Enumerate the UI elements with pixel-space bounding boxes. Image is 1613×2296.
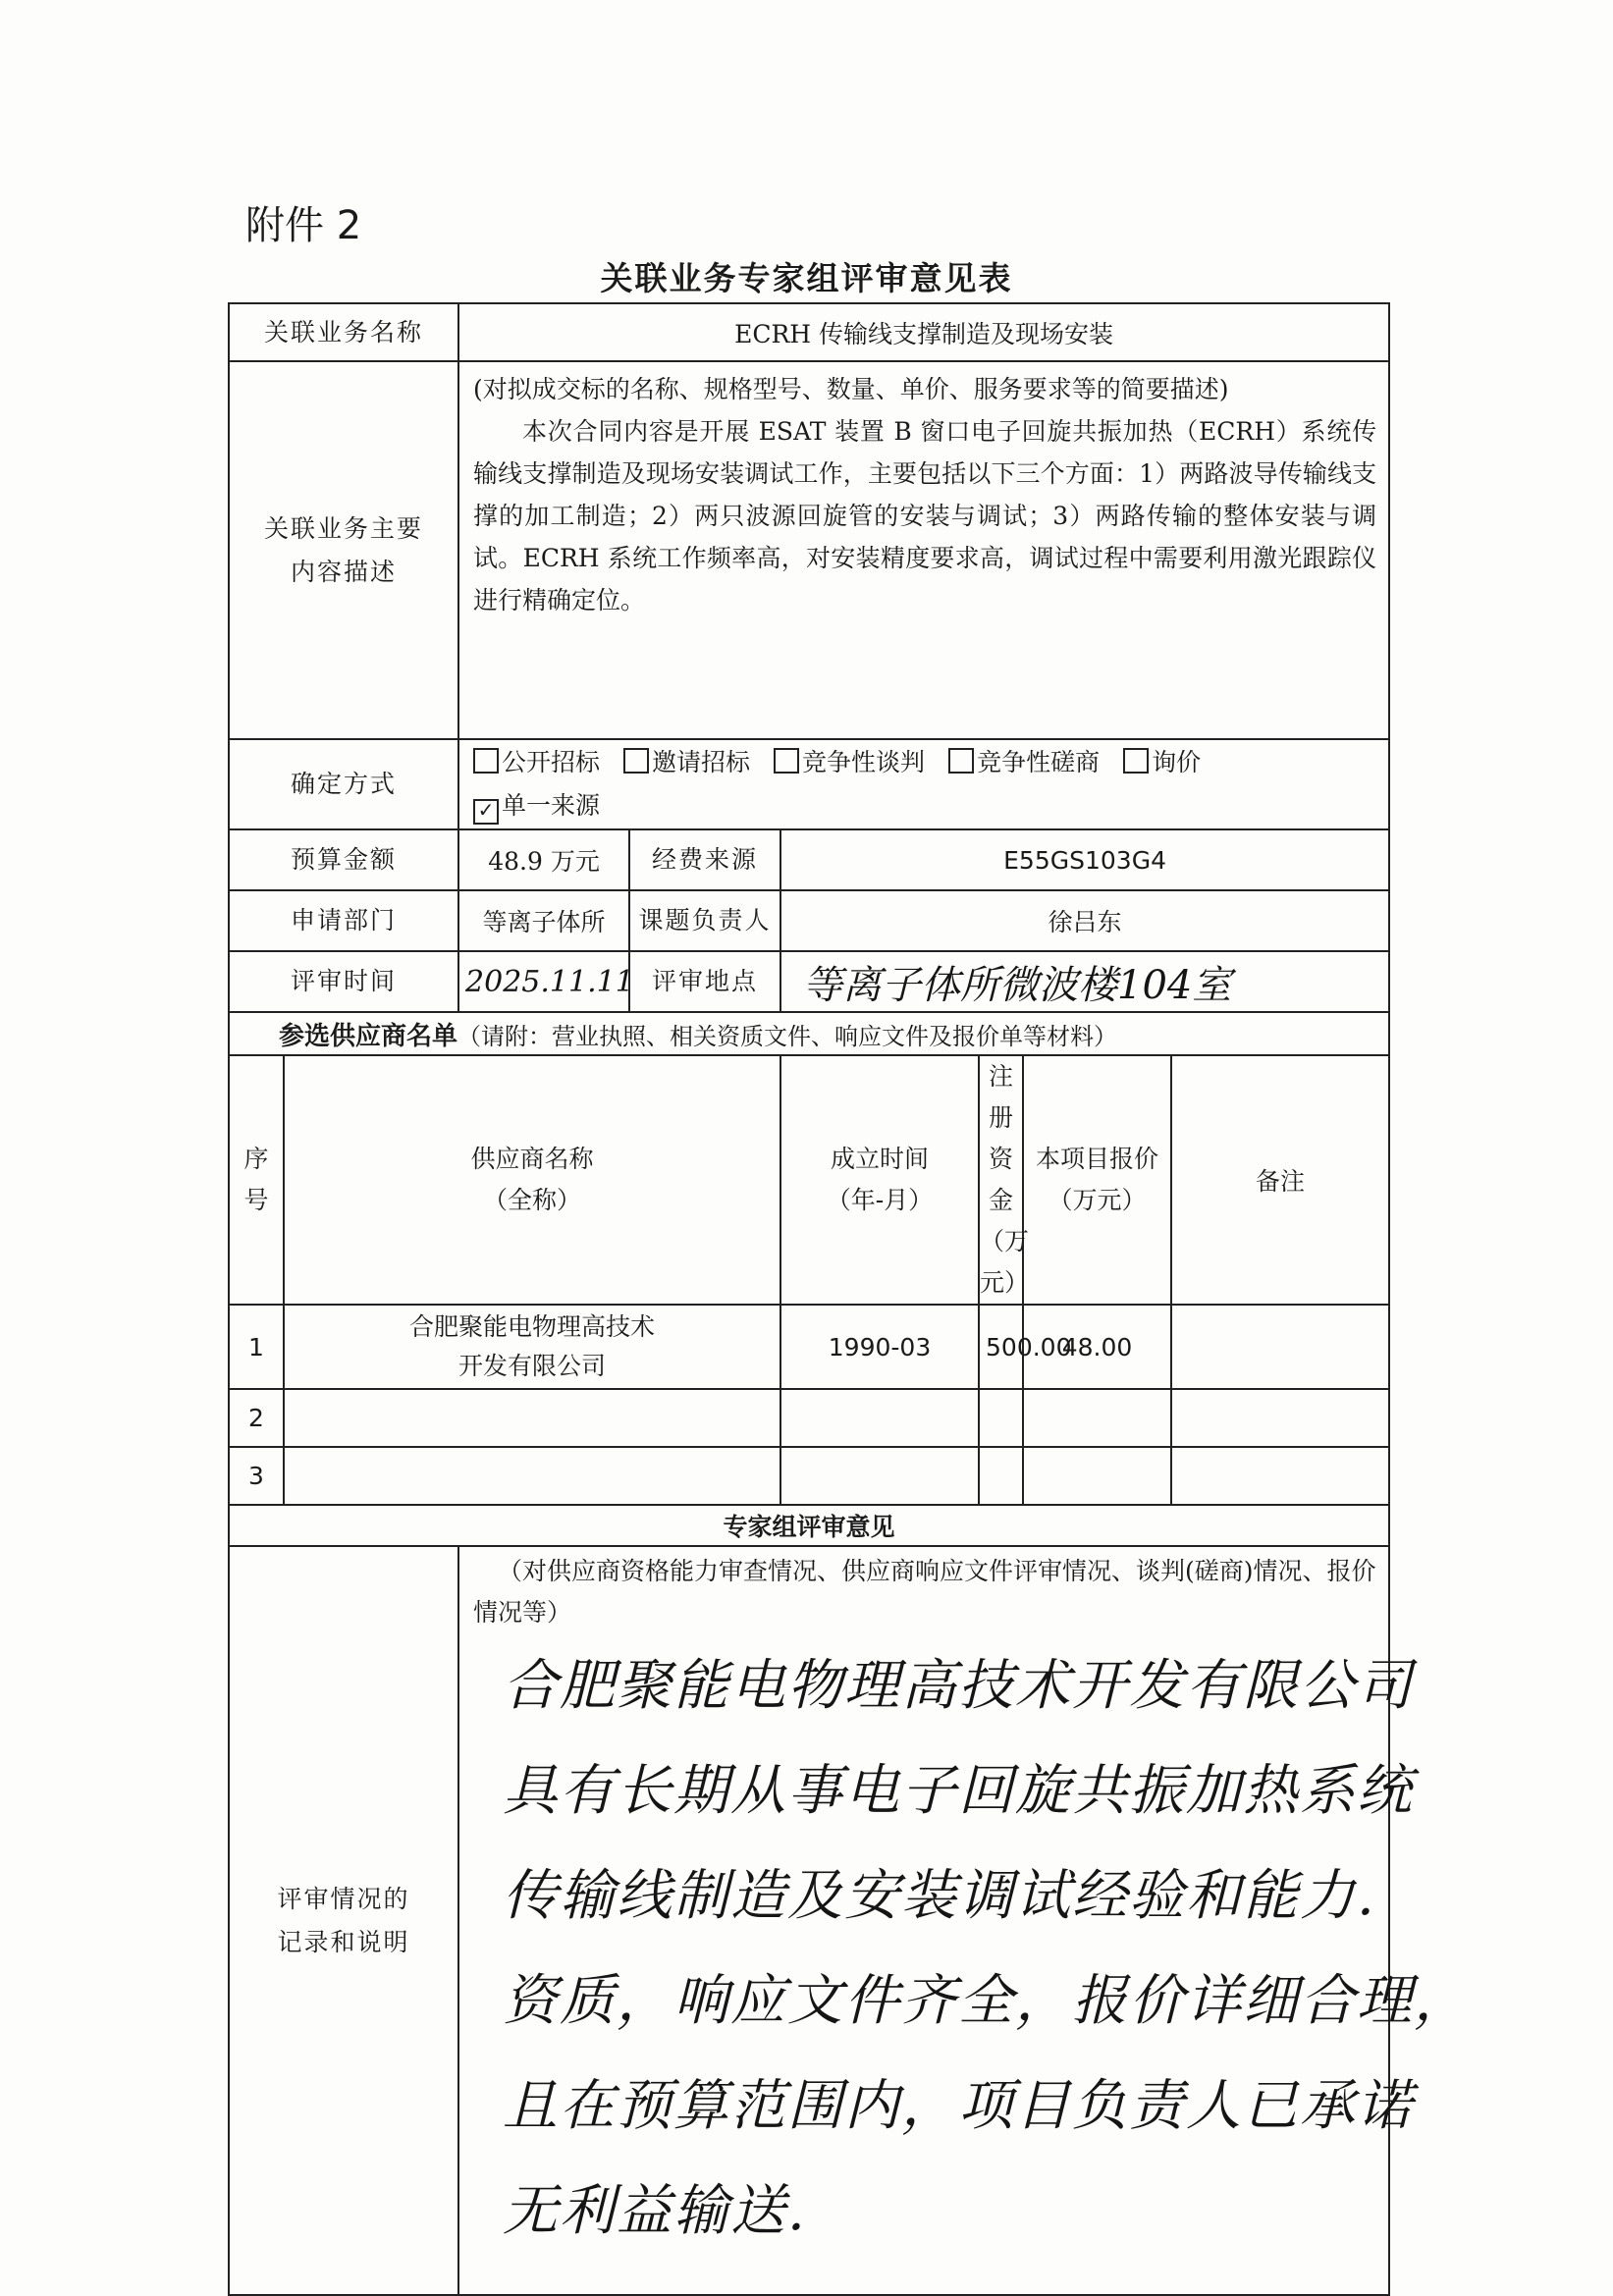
option-label: 单一来源 xyxy=(502,791,601,820)
row-quote xyxy=(1023,1389,1171,1447)
header-capital-line2: （万元） xyxy=(980,1227,1030,1297)
review-place-label: 评审地点 xyxy=(629,951,780,1012)
row-business-name xyxy=(229,303,1389,361)
row-dept xyxy=(229,890,1389,951)
row-seq: 2 xyxy=(229,1389,284,1447)
business-name-value: ECRH 传输线支撑制造及现场安装 xyxy=(458,303,1389,361)
option-public-tender[interactable] xyxy=(473,741,600,784)
row-supplier-name xyxy=(284,1447,780,1505)
header-quote-line1: 本项目报价 xyxy=(1036,1145,1159,1173)
row-supplier-name xyxy=(284,1305,780,1389)
table-row xyxy=(229,1389,1389,1447)
row-main-content xyxy=(229,361,1389,739)
budget-label: 预算金额 xyxy=(229,829,458,890)
header-seq-line1: 序 xyxy=(243,1145,269,1173)
supplier-name-line1: 合肥聚能电物理高技术 xyxy=(409,1312,656,1341)
supplier-header-row xyxy=(229,1055,1389,1305)
method-label: 确定方式 xyxy=(229,739,458,829)
check-mark-icon: ✓ xyxy=(477,798,495,822)
handwritten-line: 且在预算范围内，项目负责人已承诺 xyxy=(503,2074,1415,2138)
row-review xyxy=(229,951,1389,1012)
handwritten-line: 具有长期从事电子回旋共振加热系统 xyxy=(503,1759,1415,1823)
main-content-label-line1: 关联业务主要 xyxy=(264,513,424,543)
header-capital xyxy=(979,1055,1030,1305)
row-seq: 1 xyxy=(229,1305,284,1389)
form-title: 关联业务专家组评审意见表 xyxy=(600,259,1013,297)
main-content-cell xyxy=(458,361,1389,739)
header-date-line1: 成立时间 xyxy=(831,1145,930,1173)
row-capital: 500.00 xyxy=(979,1305,1023,1389)
header-date-line2: （年-月） xyxy=(826,1186,934,1214)
handwritten-line: 资质，响应文件齐全，报价详细合理， xyxy=(503,1969,1472,2033)
review-time-value: 2025.11.11 xyxy=(458,951,629,1012)
option-label: 公开招标 xyxy=(502,748,601,776)
checkbox-competitive-consultation[interactable] xyxy=(948,748,974,774)
row-capital xyxy=(979,1447,1023,1505)
option-invited-tender[interactable] xyxy=(623,741,750,784)
checkbox-inquiry[interactable] xyxy=(1123,748,1149,774)
row-method xyxy=(229,739,1389,829)
row-capital xyxy=(979,1389,1023,1447)
header-seq-line2: 号 xyxy=(243,1186,269,1214)
supplier-section-title: 参选供应商名单 xyxy=(279,1021,458,1051)
row-opinion-title xyxy=(229,1505,1389,1546)
business-name-label: 关联业务名称 xyxy=(229,303,458,361)
main-content-hint: (对拟成交标的名称、规格型号、数量、单价、服务要求等的简要描述) xyxy=(473,375,1229,403)
header-name xyxy=(284,1055,780,1305)
handwritten-line: 合肥聚能电物理高技术开发有限公司 xyxy=(503,1654,1415,1718)
supplier-name-line2: 开发有限公司 xyxy=(458,1352,607,1380)
checkbox-public-tender[interactable] xyxy=(473,748,499,774)
fund-source-value: E55GS103G4 xyxy=(780,829,1389,890)
leader-value: 徐吕东 xyxy=(780,890,1389,951)
supplier-title-cell xyxy=(229,1012,1389,1055)
header-capital-line1: 注册资金 xyxy=(989,1062,1014,1214)
row-opinion xyxy=(229,1546,1389,2295)
main-content-label-line2: 内容描述 xyxy=(291,557,398,586)
opinion-label-line2: 记录和说明 xyxy=(277,1927,410,1956)
budget-value: 48.9 万元 xyxy=(458,829,629,890)
row-remark xyxy=(1171,1389,1389,1447)
option-competitive-negotiation[interactable] xyxy=(774,741,925,784)
option-label: 竞争性谈判 xyxy=(802,748,926,776)
row-quote xyxy=(1023,1447,1171,1505)
checkbox-competitive-negotiation[interactable] xyxy=(774,748,799,774)
leader-label: 课题负责人 xyxy=(629,890,780,951)
opinion-cell xyxy=(458,1546,1472,2295)
row-quote: 48.00 xyxy=(1023,1305,1171,1389)
handwritten-line: 无利益输送. xyxy=(503,2179,807,2243)
review-time-label: 评审时间 xyxy=(229,951,458,1012)
dept-label: 申请部门 xyxy=(229,890,458,951)
header-quote xyxy=(1023,1055,1171,1305)
opinion-label-line1: 评审情况的 xyxy=(277,1884,410,1913)
option-inquiry[interactable] xyxy=(1123,741,1201,784)
row-established xyxy=(780,1389,979,1447)
header-quote-line2: （万元） xyxy=(1048,1186,1147,1214)
opinion-label xyxy=(229,1546,458,2295)
method-options xyxy=(458,739,1389,829)
row-supplier-name xyxy=(284,1389,780,1447)
row-supplier-title xyxy=(229,1012,1389,1055)
main-content-label xyxy=(229,361,458,739)
option-label: 竞争性磋商 xyxy=(977,748,1101,776)
opinion-hint: （对供应商资格能力审查情况、供应商响应文件评审情况、谈判(磋商)情况、报价情况等） xyxy=(473,1557,1376,1627)
review-place-value: 等离子体所微波楼104室 xyxy=(780,951,1389,1012)
table-row xyxy=(229,1305,1389,1389)
option-label: 邀请招标 xyxy=(652,748,751,776)
row-remark xyxy=(1171,1305,1389,1389)
attachment-label: 附件 2 xyxy=(245,203,362,248)
option-single-source[interactable] xyxy=(473,784,600,828)
dept-value: 等离子体所 xyxy=(458,890,629,951)
row-budget xyxy=(229,829,1389,890)
review-form-table xyxy=(228,302,1472,2296)
fund-source-label: 经费来源 xyxy=(629,829,780,890)
header-name-line2: （全称） xyxy=(483,1186,582,1214)
handwritten-opinion xyxy=(473,1633,1472,2264)
main-content-text: 本次合同内容是开展 ESAT 装置 B 窗口电子回旋共振加热（ECRH）系统传输线支撑制造及现场安装调试工作，主要包括以下三个方面：1）两路波导传输线支撑的加工制造；2）两只波源回旋管的安装与调试；3）两路传输的整体安装与调试。ECRH 系统工作频率高，对安装精度要求高，调试过程中需要利用激光跟踪仪进行精确定位。 xyxy=(473,417,1377,614)
checkbox-single-source[interactable] xyxy=(473,799,499,825)
option-label: 询价 xyxy=(1152,748,1202,776)
option-competitive-consultation[interactable] xyxy=(948,741,1100,784)
row-established: 1990-03 xyxy=(780,1305,979,1389)
opinion-section-title: 专家组评审意见 xyxy=(229,1505,1389,1546)
checkbox-invited-tender[interactable] xyxy=(623,748,649,774)
header-name-line1: 供应商名称 xyxy=(470,1145,594,1173)
row-seq: 3 xyxy=(229,1447,284,1505)
row-established xyxy=(780,1447,979,1505)
header-seq xyxy=(229,1055,284,1305)
header-date xyxy=(780,1055,979,1305)
table-row xyxy=(229,1447,1389,1505)
row-remark xyxy=(1171,1447,1389,1505)
handwritten-line: 传输线制造及安装调试经验和能力. xyxy=(503,1864,1376,1928)
supplier-section-note: （请附：营业执照、相关资质文件、响应文件及报价单等材料） xyxy=(457,1022,1118,1050)
header-remark: 备注 xyxy=(1171,1055,1389,1305)
